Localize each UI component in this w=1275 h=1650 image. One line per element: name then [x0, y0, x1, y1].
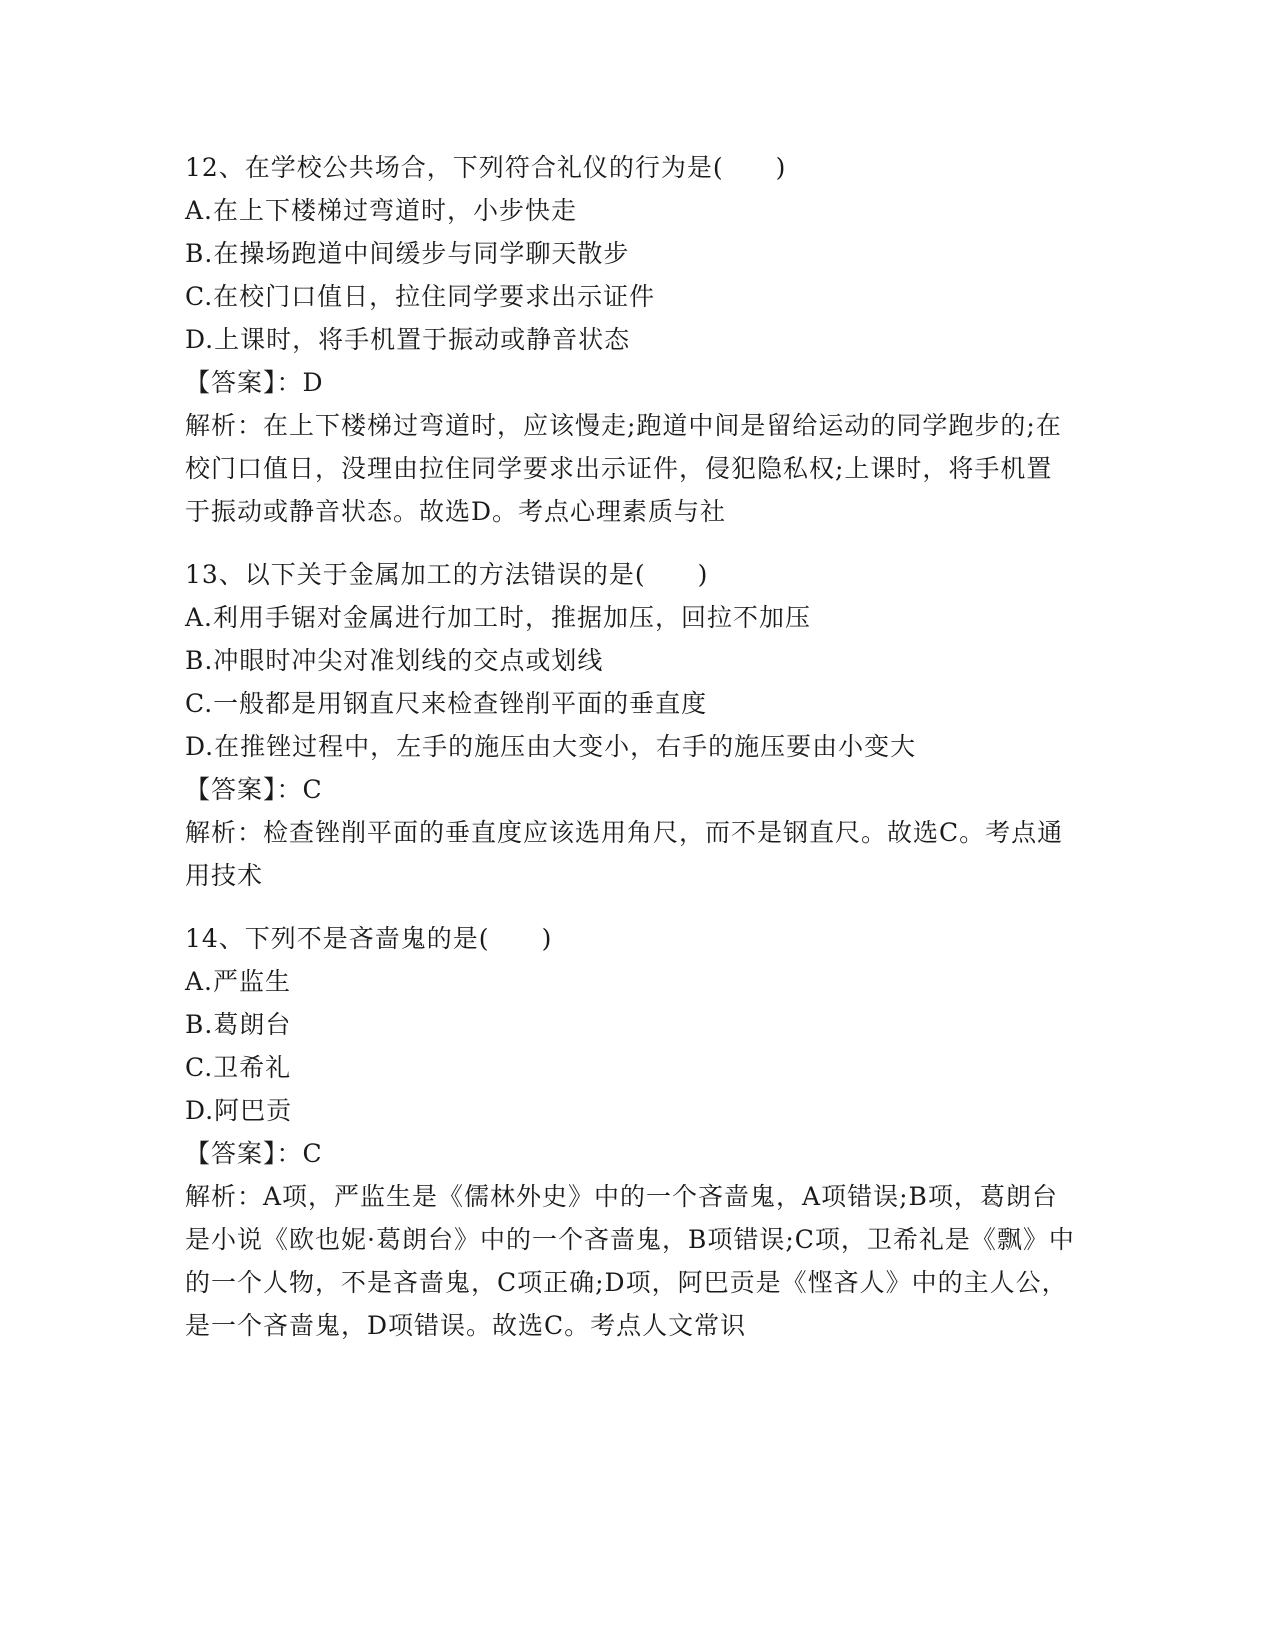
option-b: B.葛朗台 [185, 1010, 292, 1039]
option-c: C.在校门口值日，拉住同学要求出示证件 [185, 282, 656, 311]
explanation: 解析：在上下楼梯过弯道时，应该慢走;跑道中间是留给运动的同学跑步的;在校门口值日，没理由拉住同学要求出示证件，侵犯隐私权;上课时，将手机置于振动或静音状态。故选D。考点心理素质与社 [185, 411, 1062, 526]
option-d: D.在推锉过程中，左手的施压由大变小，右手的施压要由小变大 [185, 732, 917, 761]
option-d: D.阿巴贡 [185, 1096, 293, 1125]
option-a: A.利用手锯对金属进行加工时，推据加压，回拉不加压 [185, 603, 812, 632]
option-a: A.严监生 [185, 967, 292, 996]
explanation: 解析：A项，严监生是《儒林外史》中的一个吝啬鬼，A项错误;B项，葛朗台是小说《欧也妮·葛朗台》中的一个吝啬鬼，B项错误;C项，卫希礼是《飘》中的一个人物，不是吝啬鬼，C项正确;D项，阿巴贡是《悭吝人》中的主人公，是一个吝啬鬼，D项错误。故选C。考点人文常识 [185, 1182, 1075, 1340]
question-13 [185, 553, 1075, 897]
document-page [185, 146, 1075, 1367]
option-d: D.上课时，将手机置于振动或静音状态 [185, 325, 631, 354]
answer: 【答案】：C [185, 1139, 323, 1168]
question-12 [185, 146, 1075, 533]
question-14 [185, 917, 1075, 1347]
option-c: C.一般都是用钢直尺来检查锉削平面的垂直度 [185, 689, 708, 718]
option-b: B.在操场跑道中间缓步与同学聊天散步 [185, 239, 630, 268]
question-stem: 14、下列不是吝啬鬼的是( ) [185, 924, 553, 953]
option-b: B.冲眼时冲尖对准划线的交点或划线 [185, 646, 604, 675]
explanation: 解析：检查锉削平面的垂直度应该选用角尺，而不是钢直尺。故选C。考点通用技术 [185, 818, 1064, 890]
option-c: C.卫希礼 [185, 1053, 292, 1082]
question-stem: 12、在学校公共场合，下列符合礼仪的行为是( ) [185, 153, 787, 182]
answer: 【答案】：D [185, 368, 324, 397]
question-stem: 13、以下关于金属加工的方法错误的是( ) [185, 560, 709, 589]
answer: 【答案】：C [185, 775, 323, 804]
option-a: A.在上下楼梯过弯道时，小步快走 [185, 196, 578, 225]
